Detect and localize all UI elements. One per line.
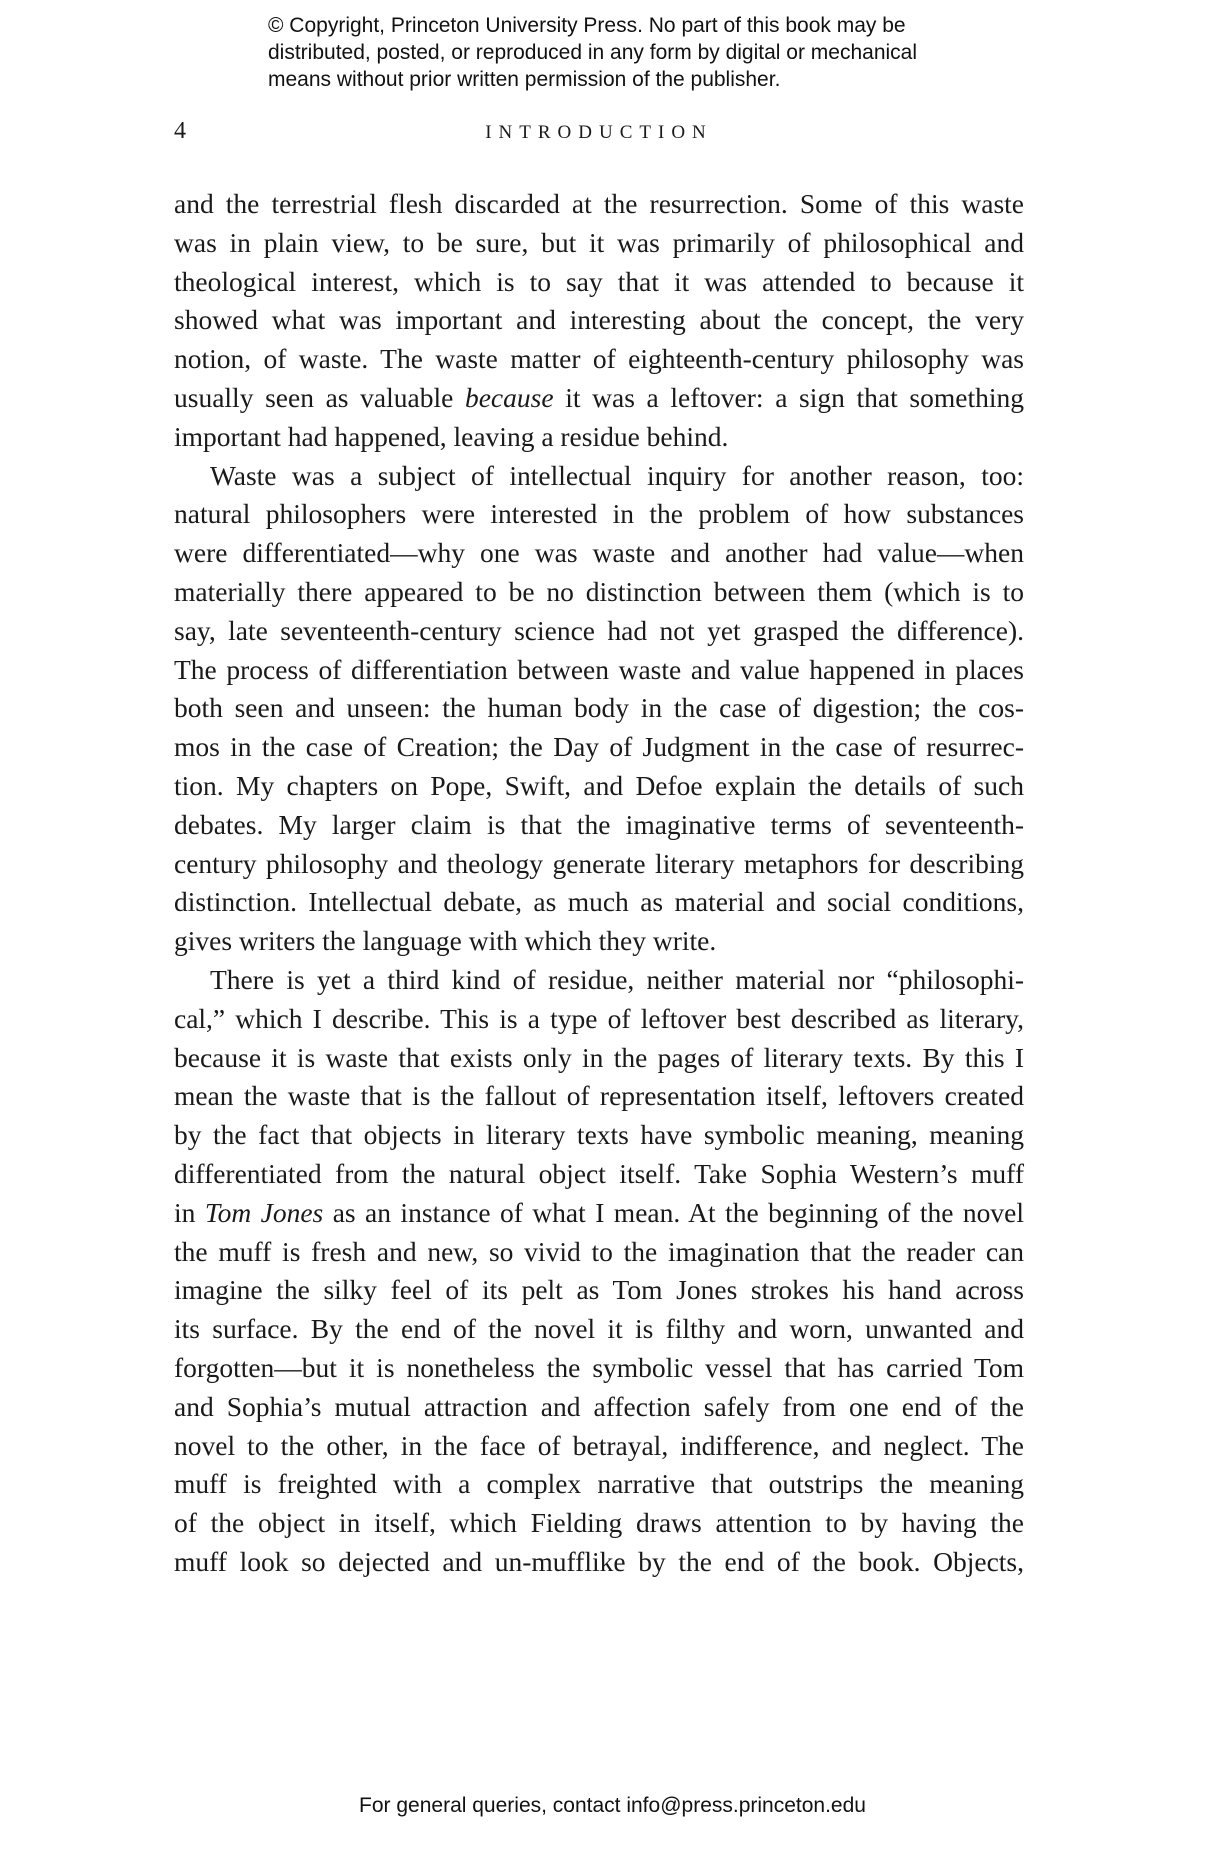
- italic-title: Tom Jones: [204, 1196, 324, 1228]
- text-line: imagine the silky feel of its pelt as Tom Jones strokes his hand across: [174, 1274, 1024, 1306]
- text-line: theological interest, which is to say that it was attended to because it: [174, 265, 1024, 297]
- text-line: of the object in itself, which Fielding draws attention to by having the: [174, 1507, 1024, 1539]
- text-line: were differentiated—why one was waste and another had value—when: [174, 537, 1024, 569]
- text-line: Waste was a subject of intellectual inquiry for another reason, too:: [210, 459, 1024, 491]
- running-head: [174, 118, 1024, 152]
- text-run: as an instance of what I mean. At the beginning of the novel: [323, 1196, 1025, 1228]
- text-line: muff look so dejected and un-mufflike by the end of the book. Objects,: [174, 1545, 1024, 1577]
- text-line: [174, 379, 1024, 418]
- copyright-line: distributed, posted, or reproduced in any form by digital or mechanical: [268, 41, 918, 64]
- text-line: the muff is fresh and new, so vivid to the imagination that the reader can: [174, 1235, 1024, 1267]
- chapter-title: INTRODUCTION: [485, 122, 713, 143]
- text-run: it was a leftover: a sign that something: [553, 381, 1025, 413]
- italic-word: because: [464, 381, 554, 413]
- text-line: debates. My larger claim is that the imaginative terms of seventeenth-: [174, 808, 1024, 840]
- text-line: century philosophy and theology generate literary metaphors for describing: [174, 847, 1024, 879]
- copyright-line: © Copyright, Princeton University Press. No part of this book may be: [268, 14, 906, 37]
- text-line: forgotten—but it is nonetheless the symbolic vessel that has carried Tom: [174, 1351, 1024, 1383]
- footer-contact: For general queries, contact info@press.princeton.edu: [359, 1794, 866, 1817]
- copyright-notice: [268, 12, 1028, 93]
- text-line: distinction. Intellectual debate, as much as material and social conditions,: [174, 886, 1024, 918]
- text-run: in: [174, 1196, 205, 1228]
- copyright-line: means without prior written permission of the publisher.: [268, 68, 781, 91]
- text-line: and the terrestrial flesh discarded at the resurrection. Some of this waste: [174, 188, 1024, 219]
- text-line: mos in the case of Creation; the Day of Judgment in the case of resurrec-: [174, 731, 1024, 763]
- text-line: mean the waste that is the fallout of representation itself, leftovers created: [174, 1080, 1024, 1112]
- text-line: differentiated from the natural object itself. Take Sophia Western’s muff: [174, 1157, 1024, 1189]
- text-line: muff is freighted with a complex narrative that outstrips the meaning: [174, 1468, 1024, 1500]
- text-line: important had happened, leaving a residue behind.: [174, 420, 729, 452]
- page-number: 4: [174, 118, 186, 144]
- text-line: materially there appeared to be no distinction between them (which is to: [174, 575, 1024, 607]
- text-line: natural philosophers were interested in the problem of how substances: [174, 498, 1024, 530]
- text-line: both seen and unseen: the human body in the case of digestion; the cos-: [174, 692, 1024, 724]
- text-line: its surface. By the end of the novel it is filthy and worn, unwanted and: [174, 1313, 1024, 1345]
- text-line: gives writers the language with which they write.: [174, 925, 717, 957]
- text-line: There is yet a third kind of residue, neither material nor “philosophi-: [210, 963, 1024, 995]
- text-line: cal,” which I describe. This is a type of leftover best described as literary,: [174, 1002, 1024, 1034]
- text-line: The process of differentiation between waste and value happened in places: [174, 653, 1024, 685]
- text-line: notion, of waste. The waste matter of eighteenth-century philosophy was: [174, 343, 1024, 375]
- text-line: tion. My chapters on Pope, Swift, and Defoe explain the details of such: [174, 769, 1024, 801]
- text-line: [174, 1194, 1024, 1233]
- text-run: usually seen as valuable: [174, 381, 465, 413]
- text-line: by the fact that objects in literary texts have symbolic meaning, meaning: [174, 1119, 1024, 1151]
- text-line: was in plain view, to be sure, but it was primarily of philosophical and: [174, 226, 1024, 258]
- text-line: novel to the other, in the face of betrayal, indifference, and neglect. The: [174, 1429, 1024, 1461]
- text-line: say, late seventeenth-century science had not yet grasped the difference).: [174, 614, 1024, 646]
- text-line: because it is waste that exists only in the pages of literary texts. By this I: [174, 1041, 1024, 1073]
- body-text: [174, 185, 1024, 1582]
- text-line: and Sophia’s mutual attraction and affection safely from one end of the: [174, 1390, 1024, 1422]
- text-line: showed what was important and interesting about the concept, the very: [174, 304, 1024, 336]
